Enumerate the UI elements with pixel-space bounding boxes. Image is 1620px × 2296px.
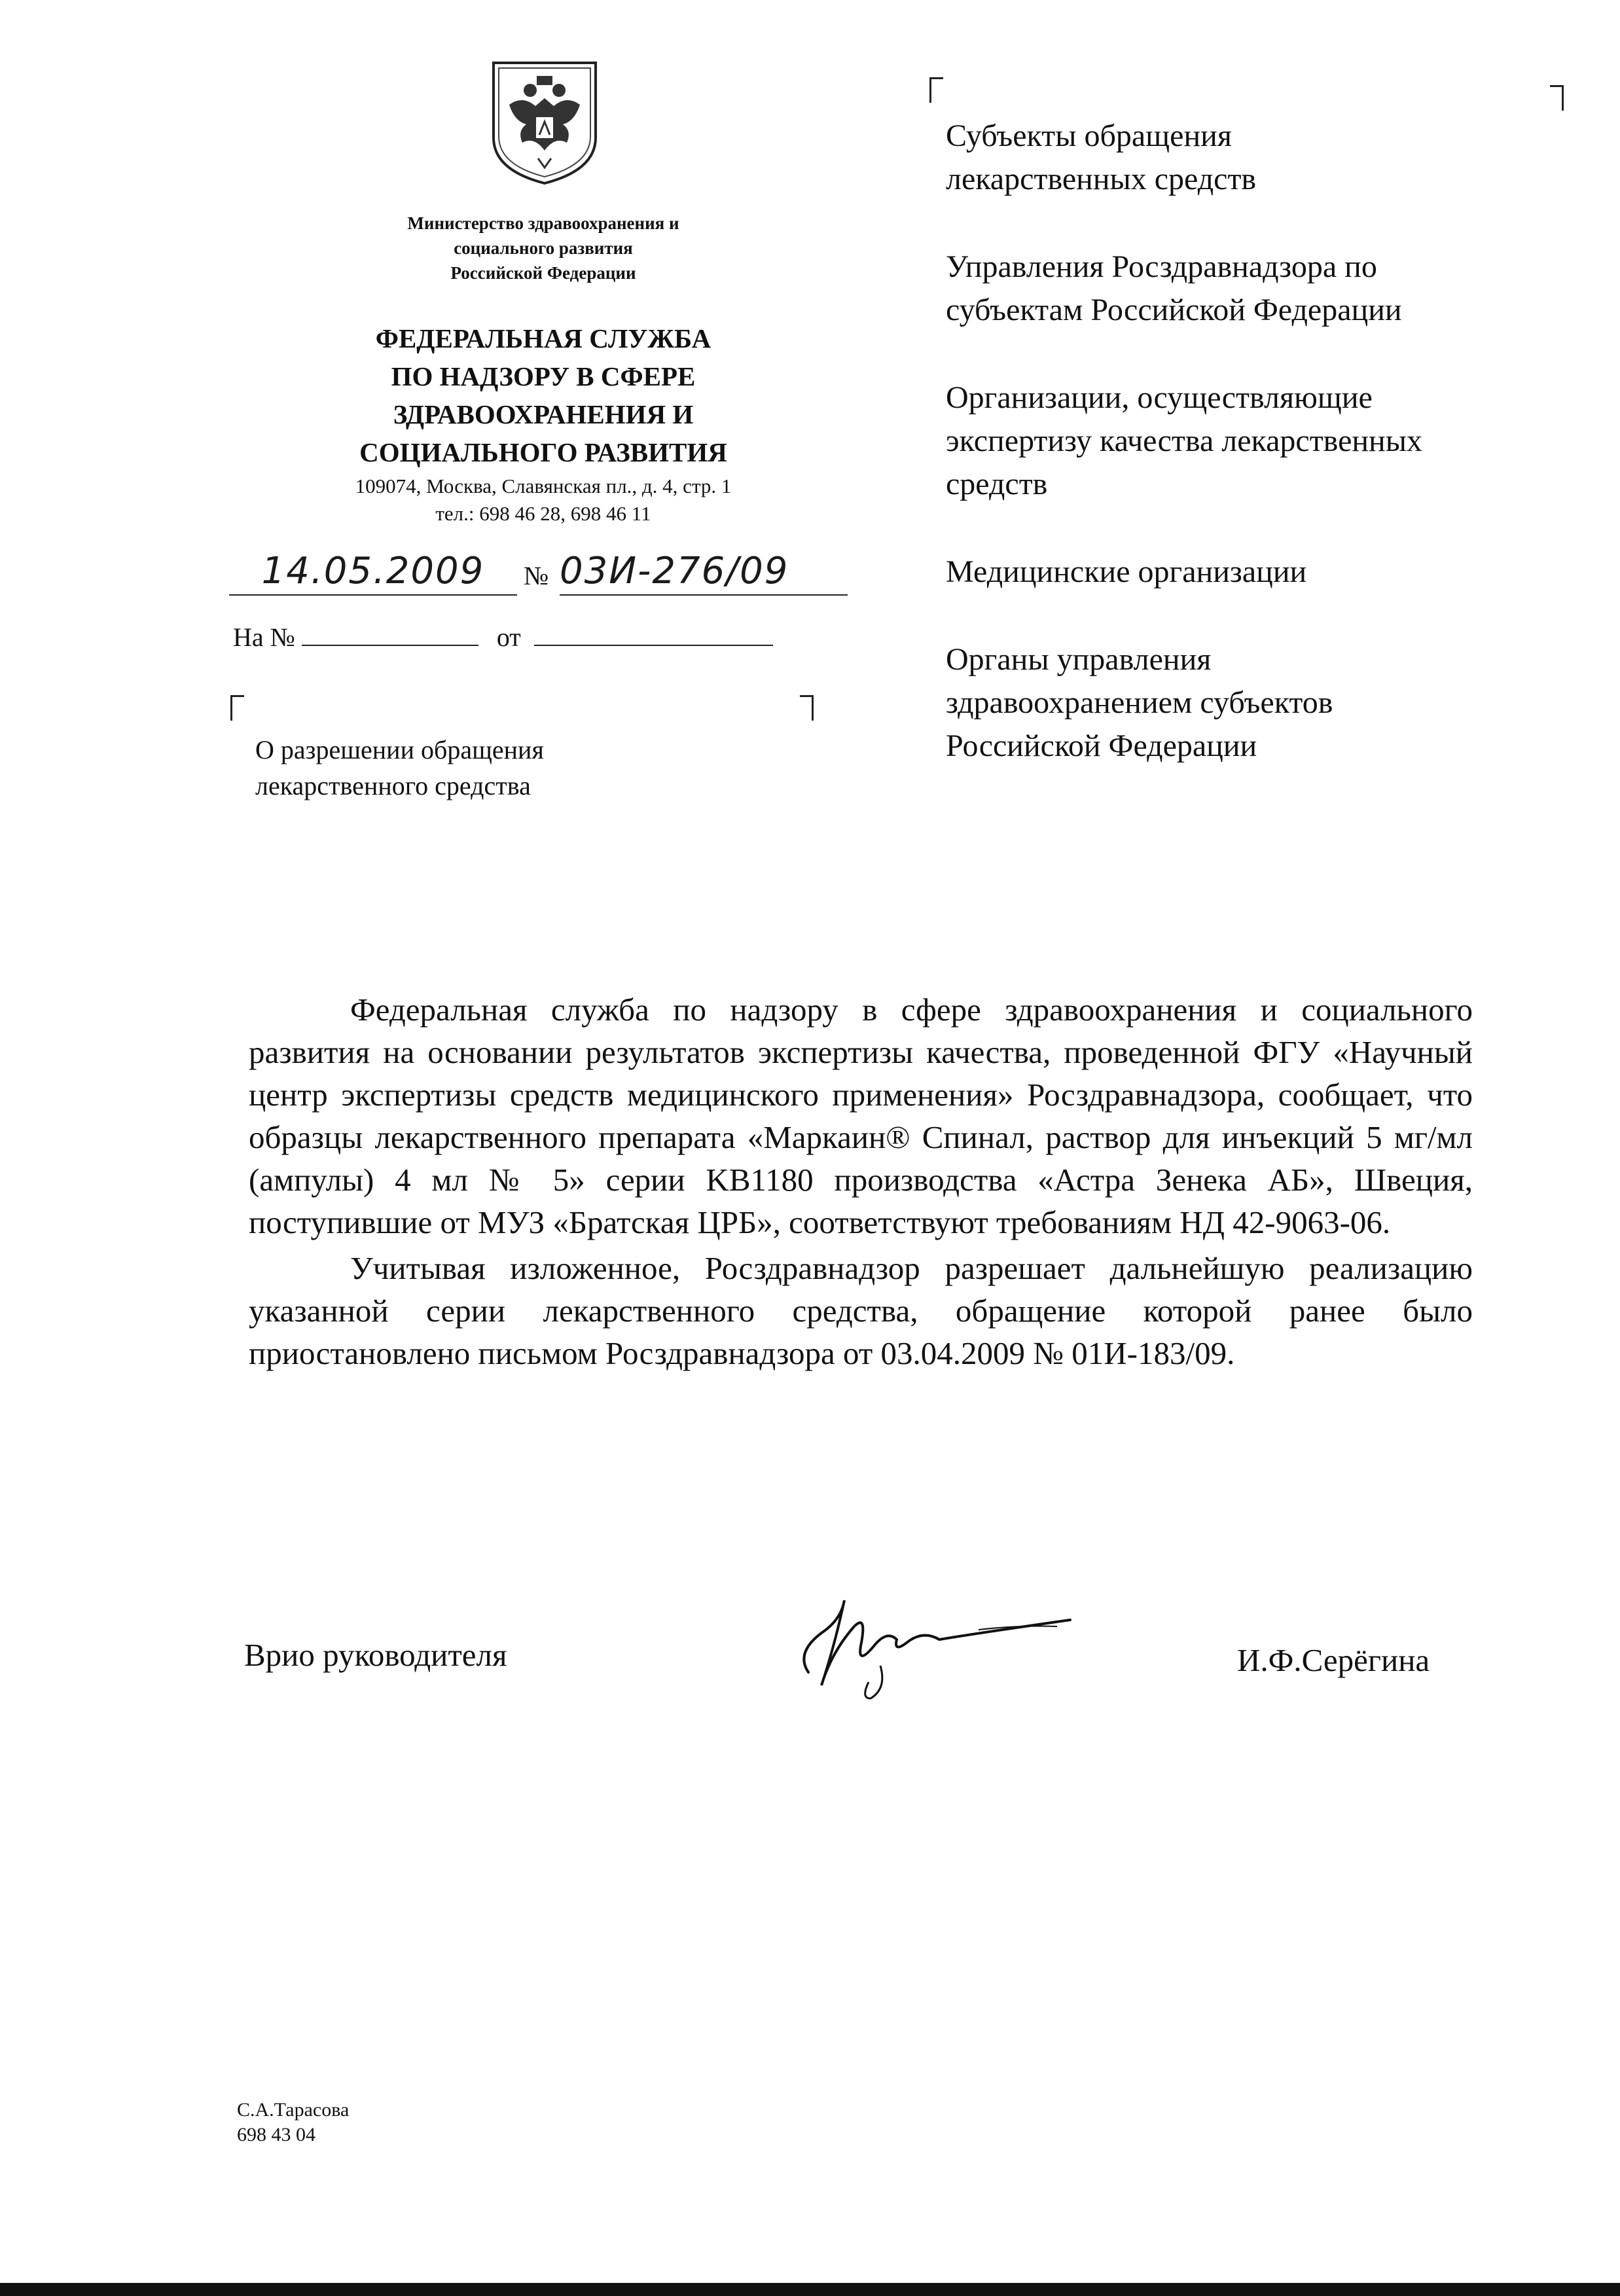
ref-number-blank: [302, 622, 478, 646]
registration-date: 14.05.2009: [229, 548, 517, 596]
service-line: СОЦИАЛЬНОГО РАЗВИТИЯ: [359, 437, 727, 467]
signatory-role: Врио руководителя: [244, 1637, 507, 1673]
addressee-line: лекарственных средств: [946, 162, 1257, 196]
executor-phone: 698 43 04: [237, 2124, 315, 2145]
scan-edge: [0, 2283, 1620, 2296]
addressee-line: Органы управления: [946, 642, 1212, 677]
ministry-line: социального развития: [454, 238, 633, 258]
addressee-item: [946, 376, 1561, 506]
registration-line: [229, 548, 871, 601]
body-paragraph: Учитывая изложенное, Росздравнадзор разрешает дальнейшую реализацию указанной серии лекарственного средства, обращение которой ранее было приостановлено письмом Росздравнадзора от 03.04.2009 № 01И-183/09.: [249, 1250, 1473, 1371]
addressee-corner-right: [1550, 85, 1564, 111]
subject-line: О разрешении обращения: [255, 735, 544, 764]
handwritten-signature: [782, 1574, 1096, 1705]
addressee-line: Российской Федерации: [946, 728, 1257, 763]
addressee-line: Субъекты обращения: [946, 118, 1232, 153]
addressee-line: здравоохранением субъектов: [946, 685, 1333, 720]
addressee-item: [946, 550, 1561, 594]
addressee-line: экспертизу качества лекарственных: [946, 423, 1422, 458]
executor-info: [237, 2098, 349, 2147]
ref-prefix: На №: [233, 622, 295, 652]
body-paragraph: Федеральная служба по надзору в сфере здравоохранения и социального развития на основании результатов экспертизы качества, проведенной ФГУ «Научный центр экспертизы средств медицинского применения» Росздравнадзора, сообщает, что образцы лекарственного препарата «Маркаин® Спинал, раствор для инъекций 5 мг/мл (ампулы) 4 мл № 5» серии KB1180 производства «Астра Зенека АБ», Швеция, поступившие от МУЗ «Братская ЦРБ», соответствуют требованиям НД 42-9063-06.: [249, 992, 1473, 1240]
subject-line: лекарственного средства: [255, 771, 531, 800]
registration-number: 03И-276/09: [560, 548, 848, 596]
service-name: [288, 319, 799, 471]
letter-subject: [255, 732, 544, 804]
addressee-corner-left: [929, 77, 943, 103]
addressee-line: Организации, осуществляющие: [946, 380, 1373, 415]
ministry-line: Российской Федерации: [450, 263, 636, 283]
addressee-item: [946, 245, 1561, 332]
letter-body: [249, 988, 1473, 1378]
ref-from: от: [496, 622, 521, 652]
state-emblem-icon: [490, 59, 600, 187]
subject-corner-right: [800, 695, 814, 721]
ministry-line: Министерство здравоохранения и: [407, 213, 679, 233]
phone-line: тел.: 698 46 28, 698 46 11: [435, 502, 651, 525]
subject-corner-left: [230, 695, 244, 721]
addressee-list: [946, 115, 1561, 812]
service-line: ФЕДЕРАЛЬНАЯ СЛУЖБА: [375, 323, 711, 353]
address-line: 109074, Москва, Славянская пл., д. 4, стр. 1: [355, 475, 732, 497]
reference-line: [233, 622, 773, 653]
addressee-item: [946, 638, 1561, 768]
service-address: [288, 473, 799, 528]
addressee-line: Медицинские организации: [946, 554, 1307, 589]
ministry-name: [340, 211, 746, 285]
addressee-item: [946, 115, 1561, 201]
addressee-line: средств: [946, 467, 1048, 501]
service-line: ПО НАДЗОРУ В СФЕРЕ: [391, 361, 696, 391]
addressee-line: Управления Росздравнадзора по: [946, 249, 1377, 284]
executor-name: С.А.Тарасова: [237, 2099, 350, 2121]
signatory-name: И.Ф.Серёгина: [1237, 1642, 1430, 1678]
number-sign: №: [524, 561, 549, 590]
ref-date-blank: [534, 622, 773, 646]
addressee-line: субъектам Российской Федерации: [946, 293, 1402, 327]
service-line: ЗДРАВООХРАНЕНИЯ И: [393, 399, 694, 429]
